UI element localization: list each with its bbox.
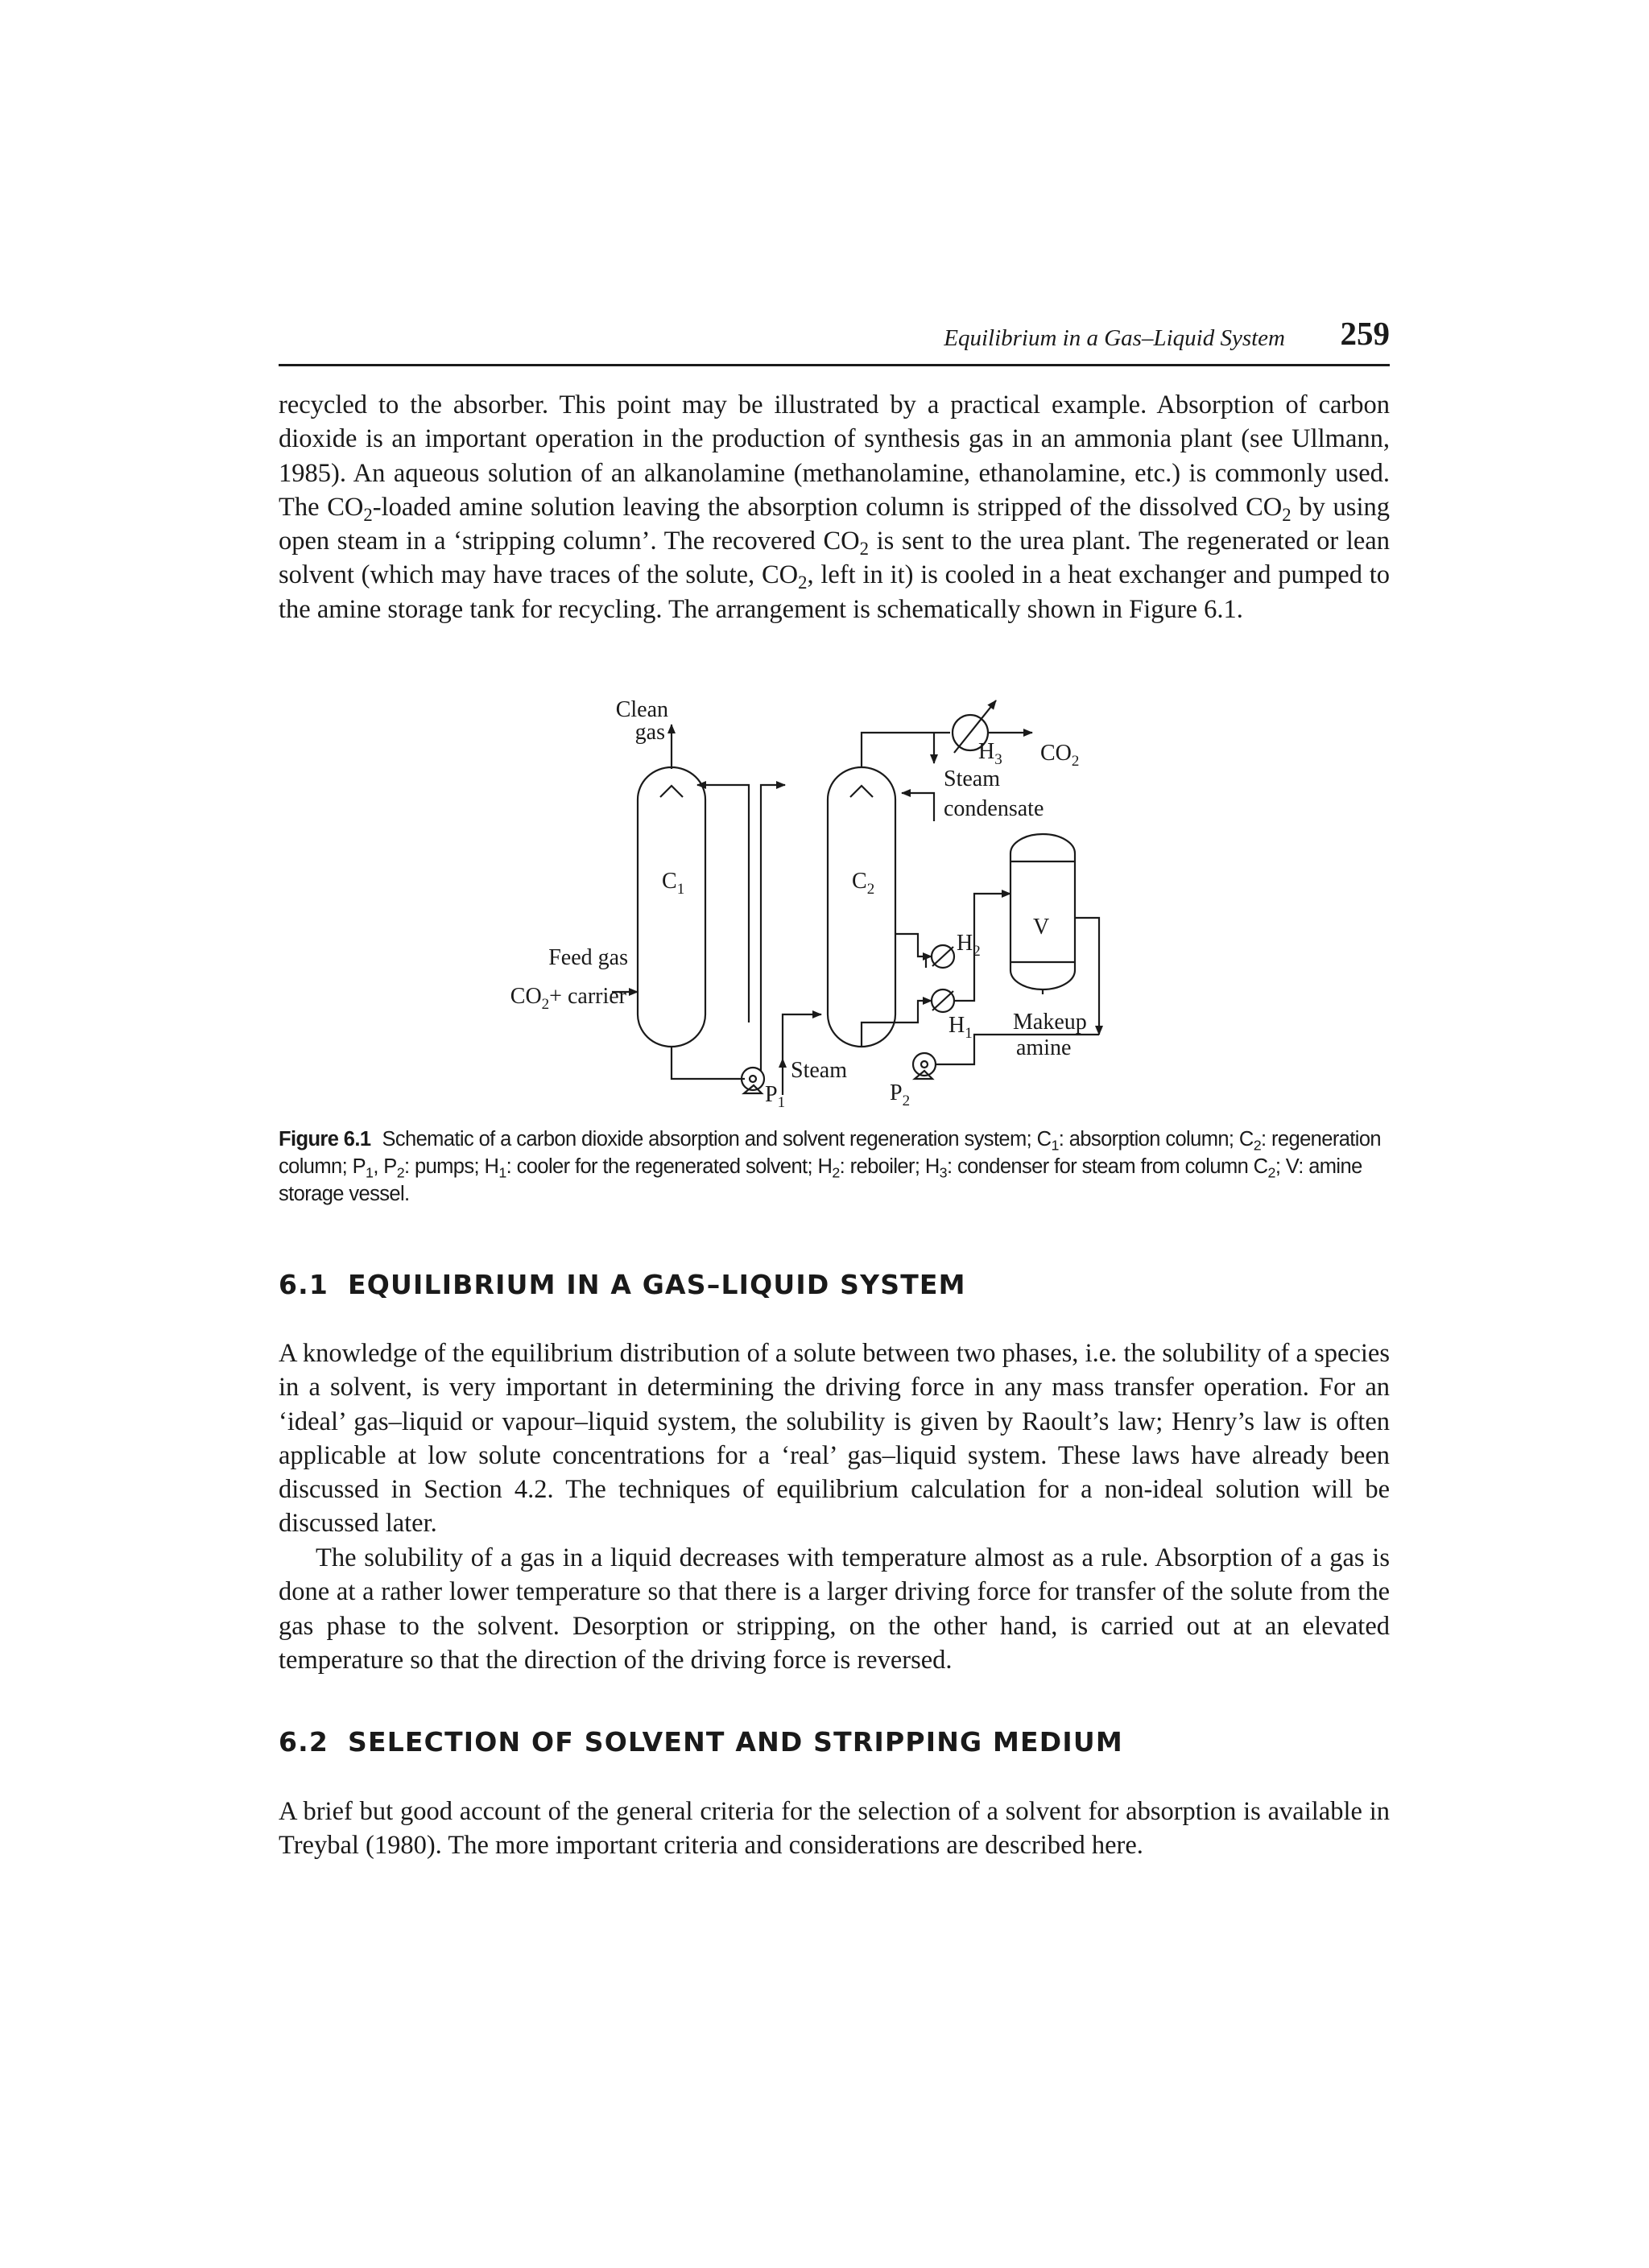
label-h1: $H_1$ <box>948 1013 973 1042</box>
label-steam: Steam <box>791 1058 847 1083</box>
label-clean-gas-line1: Clean <box>615 697 668 722</box>
label-feed-gas: Feed gas <box>548 945 628 970</box>
label-co2-carrier: $CO_2+$ carrier <box>510 984 626 1013</box>
reflux-return <box>902 793 934 821</box>
label-steam-condensate-2: condensate <box>944 796 1044 821</box>
page-number: 259 <box>1340 315 1390 352</box>
label-p2: $P_2$ <box>890 1080 911 1109</box>
running-title: Equilibrium in a Gas–Liquid System <box>944 325 1285 351</box>
label-amine: amine <box>1016 1035 1072 1060</box>
section-heading-6-1: 6.1 EQUILIBRIUM IN A GAS–LIQUID SYSTEM <box>279 1269 966 1300</box>
p1-to-c2-top <box>761 785 785 1071</box>
intro-paragraph: recycled to the absorber. This point may be illustrated by a practical example. Absorption of carbon dioxide is an important operation in the production of synthesis gas in an ammonia plant (see Ullmann, 1985). An aqueous solution of an alkanolamine (methanolamine, ethanolamine, etc.) is commonly used. The $CO_2$-loaded amine solution leaving the absorption column is stripped of the dissolved $CO_2$ by using open steam in a ‘stripping column’. The recovered $CO_2$ is sent to the urea plant. The regenerated or lean solvent (which may have traces of the solute, $CO_2$, left in it) is cooled in a heat exchanger and pumped to the amine storage tank for recycling. The arrangement is schematically shown in Figure 6.1. <box>279 390 1390 624</box>
storage-vessel-v <box>1010 834 1075 989</box>
figure-6-1 <box>491 692 1184 1111</box>
c2-distributor <box>850 786 873 797</box>
c2-overhead-vapour <box>862 733 950 767</box>
section-heading-6-2: 6.2 SELECTION OF SOLVENT AND STRIPPING MEDIUM <box>279 1726 1123 1758</box>
label-makeup: Makeup <box>1013 1010 1087 1035</box>
process-schematic <box>491 692 1184 1111</box>
c1-distributor <box>660 786 683 797</box>
running-header <box>279 316 1390 366</box>
label-v: V <box>1033 915 1050 940</box>
pump-p2 <box>913 1053 936 1076</box>
absorption-column-c1 <box>638 767 705 1047</box>
section-6-1-paragraph-1: A knowledge of the equilibrium distribution of a solute between two phases, i.e. the solubility of a species in a solvent, is very important in determining the driving force in any mass transfer operation. For an ‘ideal’ gas–liquid or vapour–liquid system, the solubility is given by Raoult’s law; Henry’s law is often applicable at low solute concentrations for a ‘real’ gas–liquid system. These laws have already been discussed in Section 4.2. The techniques of equilibrium calculation for a non-ideal solution will be discussed later. <box>279 1339 1390 1539</box>
label-c2: $C_2$ <box>852 869 875 898</box>
label-h3: $H_3$ <box>978 739 1002 768</box>
label-steam-condensate-1: Steam <box>944 766 1000 791</box>
label-p1: $P_1$ <box>765 1082 786 1111</box>
section-6-2-paragraph-1: A brief but good account of the general criteria for the selection of a solvent for absorption is available in Treybal (1980). The more important criteria and considerations are described here. <box>279 1797 1390 1861</box>
rich-line-c1-to-p1 <box>672 1047 745 1079</box>
label-h2: $H_2$ <box>957 931 981 960</box>
section-6-1-paragraph-2: The solubility of a gas in a liquid decreases with temperature almost as a rule. Absorption of a gas is done at a rather lower temperature so that there is a larger driving force for transfer of the solute from the gas phase to the solvent. Desorption or stripping, on the other hand, is carried out at an elevated temperature so that the direction of the driving force is reversed. <box>279 1543 1390 1675</box>
regeneration-column-c2 <box>828 767 895 1047</box>
figure-caption: Figure 6.1 Schematic of a carbon dioxide absorption and solvent regeneration system; $C_1$: absorption column; $C_2$: regeneration column; $P_1$, $P_2$: pumps; $H_1$: cooler for the regenerated solvent; $H_2$: reboiler; $H_3$: condenser for steam from column $C_2$; V: amine storage vessel. <box>279 1128 1382 1205</box>
label-co2: $CO_2$ <box>1040 741 1080 770</box>
label-clean-gas-line2: gas <box>634 720 665 745</box>
label-c1: $C_1$ <box>662 869 685 898</box>
